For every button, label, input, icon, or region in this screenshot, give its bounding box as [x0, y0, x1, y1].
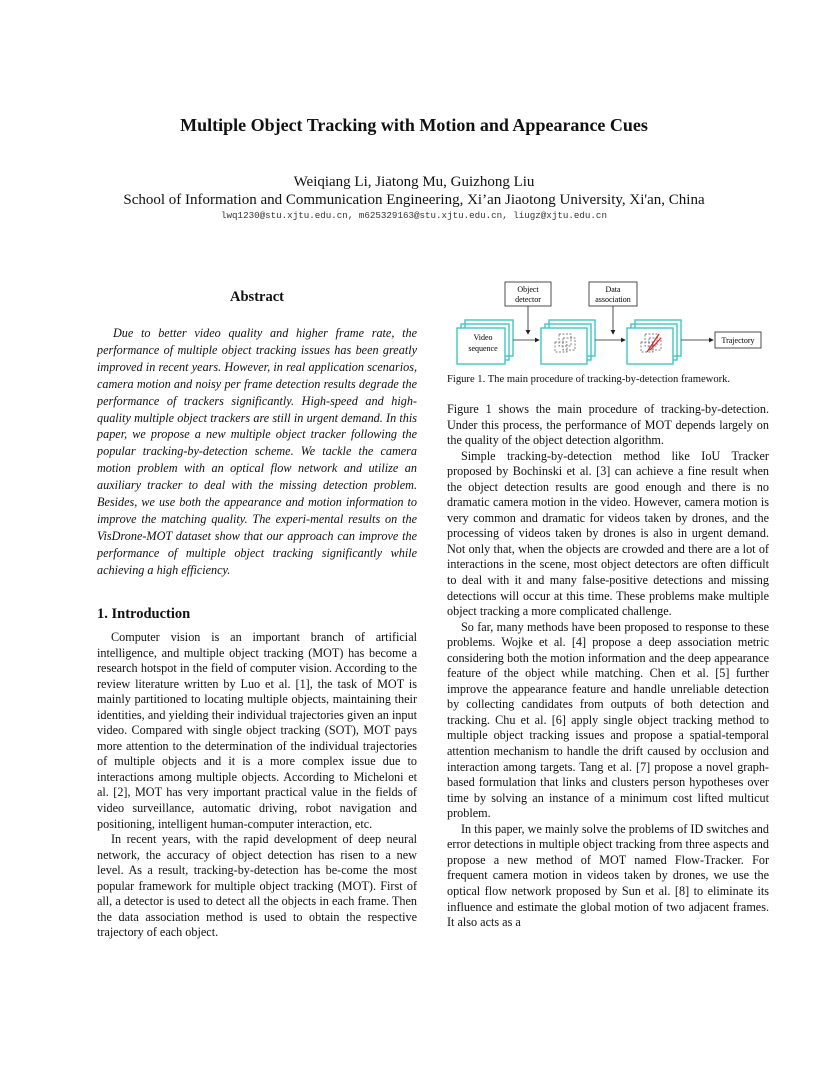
right-paragraph-3: So far, many methods have been proposed to response to these problems. Wojke et al. [4] propose a deep association metric considering both the motion information and the deep appearance feature of the object while matching. Chen et al. [5] further improve the appearance feature and handle unreliable detection by collecting candidates from outputs of both detection and tracking. Chu et al. [6] apply single object tracking method to multiple object tracking issues and propose a spatial-temporal attention mechanism to handle the drift caused by occlusion and interaction among targets. Tang et al. [7] propose a novel graph-based formulation that links and clusters person hypotheses over time by solving an instance of a minimum cost lifted multicut problem. [447, 619, 769, 821]
paper-title: Multiple Object Tracking with Motion and Appearance Cues [180, 115, 648, 135]
introduction-body [97, 630, 417, 941]
right-paragraph-4: In this paper, we mainly solve the problems of ID switches and error detections in multiple object tracking from three aspects and propose a new method of MOT named Flow-Tracker. For frequent camera motion in videos taken by drones, we use the optical flow network proposed by Sun et al. [8] to eliminate its influence and estimate the global motion of two adjacent frames. It also acts as a [447, 821, 769, 930]
data-association-box [589, 282, 637, 306]
abstract-heading: Abstract [230, 289, 284, 305]
trajectory-label: Trajectory [721, 336, 755, 345]
object-detector-label-1: Object [517, 285, 539, 294]
affiliation: School of Information and Communication Engineering, Xi’an Jiaotong University, Xi'an, China [123, 192, 705, 208]
right-paragraph-2: Simple tracking-by-detection method like IoU Tracker proposed by Bochinski et al. [3] can achieve a fine result when the object detection results are good enough and there is no dramatic camera motion in the video. However, camera motion is very common and dramatic for videos taken by drones, and the processing of videos taken by drones is also in urgent demand. Not only that, when the objects are crowded and there are a lot of interactions in the scene, most object detectors are often difficult to deal with it and many false-positive detections and missing detections will occur at this time. These problems make multiple object tracking a more complicated challenge. [447, 448, 769, 619]
data-association-label-1: Data [605, 285, 621, 294]
right-column-body [447, 402, 769, 931]
abstract-body [97, 325, 417, 579]
abstract-text: Due to better video quality and higher frame rate, the performance of multiple object tracking issues has been greatly improved in recent years. However, in real application scenarios, camera motion and noisy per frame detection results degrade the performance of trackers significantly. High-speed and high-quality multiple object trackers are still in urgent demand. In this paper, we propose a new multiple object tracker following the popular tracking-by-detection scheme. We tackle the camera motion problem with an optical flow network and utilize an auxiliary tracker to deal with the missing detection problem. Besides, we use both the appearance and motion information to improve the matching quality. The experi-mental results on the VisDrone-MOT dataset show that our approach can improve the performance of multiple object tracking significantly while achieving a high efficiency. [97, 326, 417, 577]
video-sequence-frames [457, 320, 513, 364]
author-list: Weiqiang Li, Jiatong Mu, Guizhong Liu [293, 174, 535, 190]
data-association-label-2: association [595, 295, 631, 304]
detection-frames [541, 320, 595, 364]
object-detector-label-2: detector [515, 295, 541, 304]
intro-paragraph-2: In recent years, with the rapid development of deep neural network, the accuracy of object detection has risen to a new level. As a result, tracking-by-detection has be-come the most popular framework for multiple object tracking (MOT). First of all, a detector is used to detect all the objects in each frame. Then the data association method is used to obtain the respective trajectory of each object. [97, 832, 417, 940]
video-sequence-label-2: sequence [468, 344, 498, 353]
trajectory-box [715, 332, 761, 348]
section-heading-introduction: 1. Introduction [97, 606, 191, 622]
object-detector-box [505, 282, 551, 306]
right-paragraph-1: Figure 1 shows the main procedure of tracking-by-detection. Under this process, the performance of MOT depends largely on the quality of the object detection algorithm. [447, 402, 769, 448]
author-emails: lwq1230@stu.xjtu.edu.cn, m625329163@stu.xjtu.edu.cn, liugz@xjtu.edu.cn [221, 210, 607, 221]
association-frames [627, 320, 681, 364]
figure-1-diagram [447, 276, 769, 372]
figure-1-caption: Figure 1. The main procedure of tracking-by-detection framework. [447, 374, 731, 385]
intro-paragraph-1: Computer vision is an important branch of artificial intelligence, and multiple object tracking (MOT) has become a research hotspot in the field of computer vision. According to the review literature written by Luo et al. [1], the task of MOT is mainly partitioned to locating multiple objects, maintaining their identities, and yielding their individual trajectories given an input video. Compared with single object tracking (SOT), MOT pays more attention to the determination of the individual trajectories of multiple objects and it is a more complex issue due to interactions among multiple objects. According to Micheloni et al. [2], MOT has very important practical value in the fields of video surveillance, automatic driving, robot navigation and positioning, intelligent human-computer interaction, etc. [97, 630, 417, 831]
video-sequence-label-1: Video [473, 333, 493, 342]
